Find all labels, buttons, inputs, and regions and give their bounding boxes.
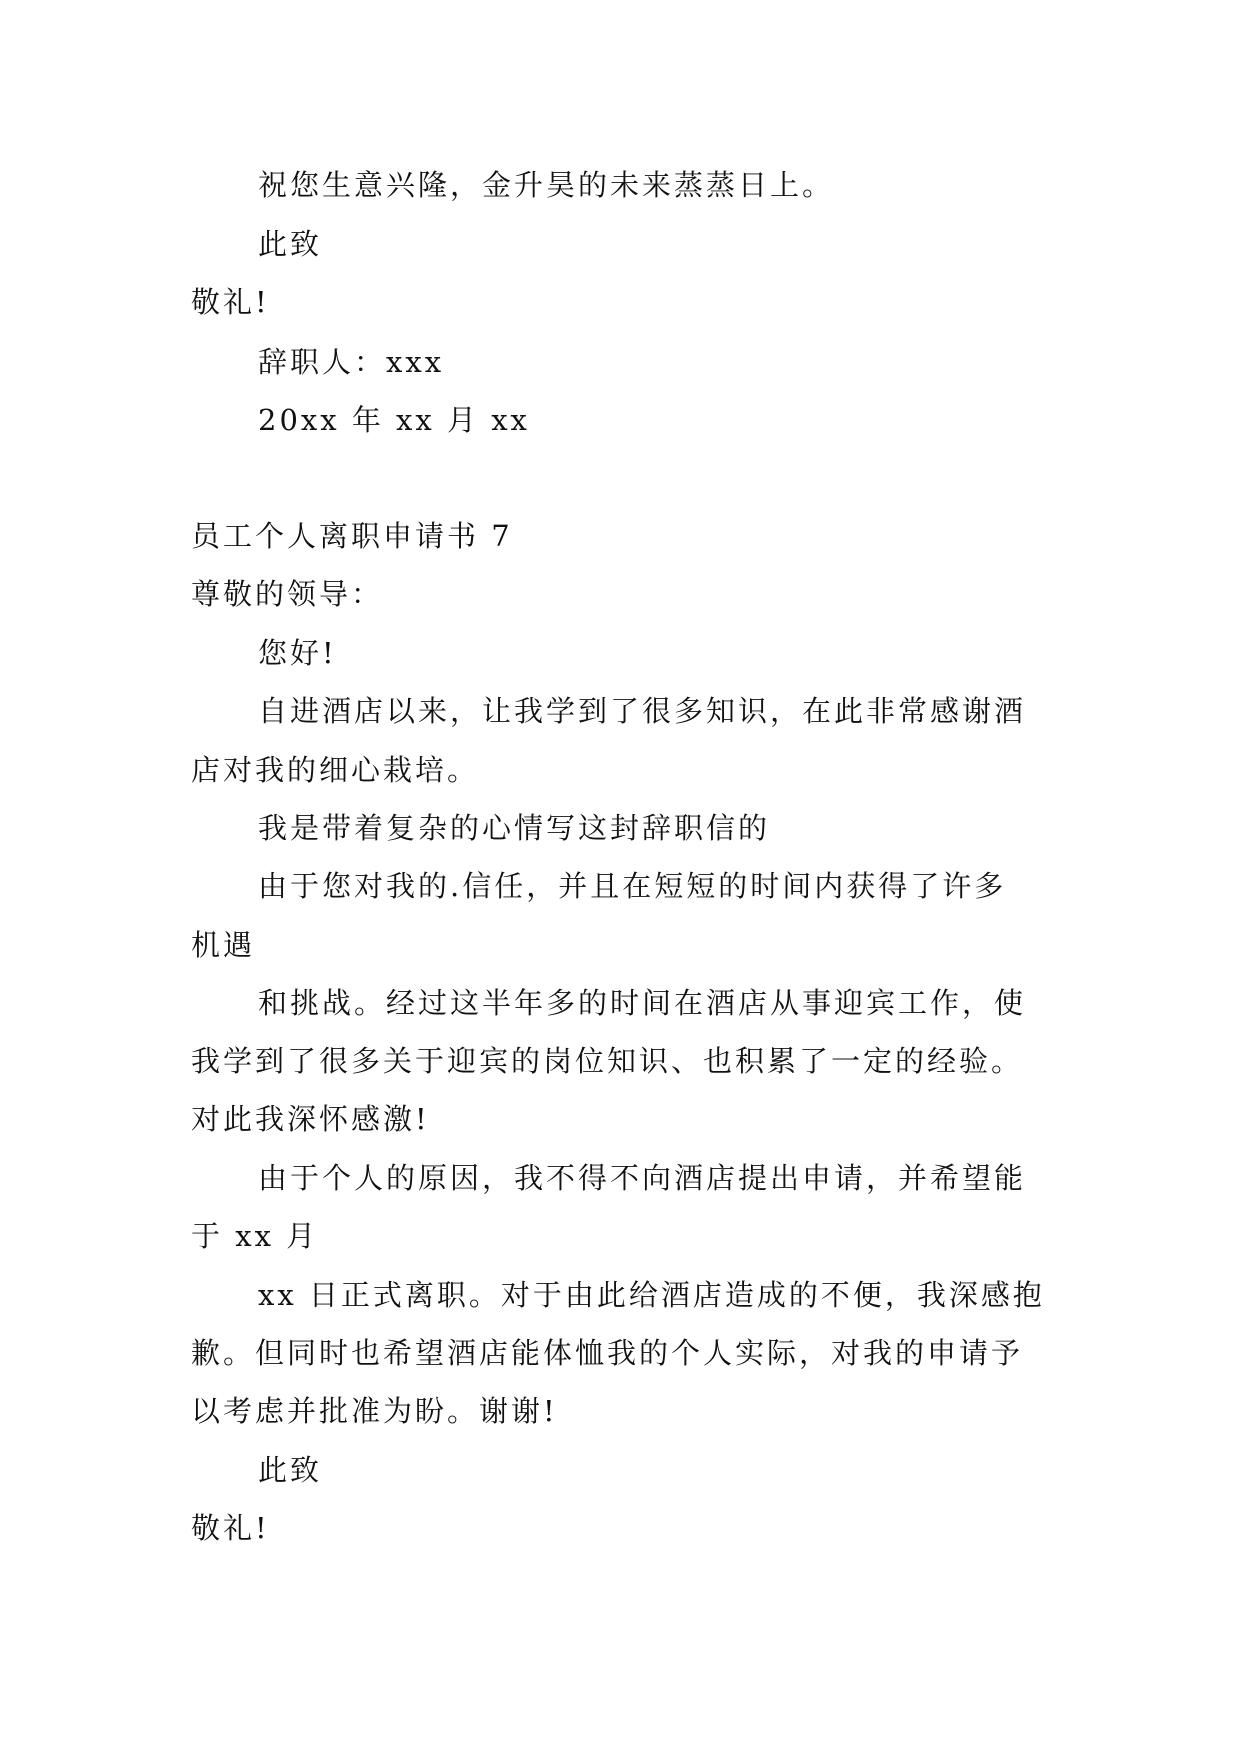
date-line: 20xx 年 xx 月 xx xyxy=(258,403,530,437)
closing-jingli: 敬礼! xyxy=(191,285,270,319)
closing-cizhi: 此致 xyxy=(258,227,323,261)
signer-line: 辞职人：xxx xyxy=(258,345,445,379)
paragraph-4-line-1: 和挑战。经过这半年多的时间在酒店从事迎宾工作，使 xyxy=(258,986,1027,1020)
letter-jingli: 敬礼! xyxy=(191,1511,270,1545)
paragraph-2: 我是带着复杂的心情写这封辞职信的 xyxy=(258,811,771,845)
paragraph-4-line-2: 我学到了很多关于迎宾的岗位知识、也积累了一定的经验。 xyxy=(191,1044,1024,1078)
letter-heading: 员工个人离职申请书 7 xyxy=(191,519,513,553)
paragraph-5-line-1: 由于个人的原因，我不得不向酒店提出申请，并希望能 xyxy=(258,1161,1027,1195)
paragraph-3-line-2: 机遇 xyxy=(191,928,256,962)
paragraph-4-line-3: 对此我深怀感激! xyxy=(191,1102,430,1136)
letter-cizhi: 此致 xyxy=(258,1453,323,1487)
paragraph-6-line-3: 以考虑并批准为盼。谢谢! xyxy=(191,1394,558,1428)
paragraph-1-line-1: 自进酒店以来，让我学到了很多知识，在此非常感谢酒 xyxy=(258,694,1027,728)
paragraph-1-line-2: 店对我的细心栽培。 xyxy=(191,753,480,787)
closing-wish: 祝您生意兴隆，金升昊的未来蒸蒸日上。 xyxy=(258,168,835,202)
paragraph-3-line-1: 由于您对我的.信任，并且在短短的时间内获得了许多 xyxy=(258,869,1007,903)
letter-greeting: 您好! xyxy=(258,636,337,670)
paragraph-6-line-1: xx 日正式离职。对于由此给酒店造成的不便，我深感抱 xyxy=(258,1278,1045,1312)
letter-salutation: 尊敬的领导： xyxy=(191,577,384,611)
paragraph-6-line-2: 歉。但同时也希望酒店能体恤我的个人实际，对我的申请予 xyxy=(191,1336,1024,1370)
paragraph-5-line-2: 于 xx 月 xyxy=(191,1219,319,1253)
